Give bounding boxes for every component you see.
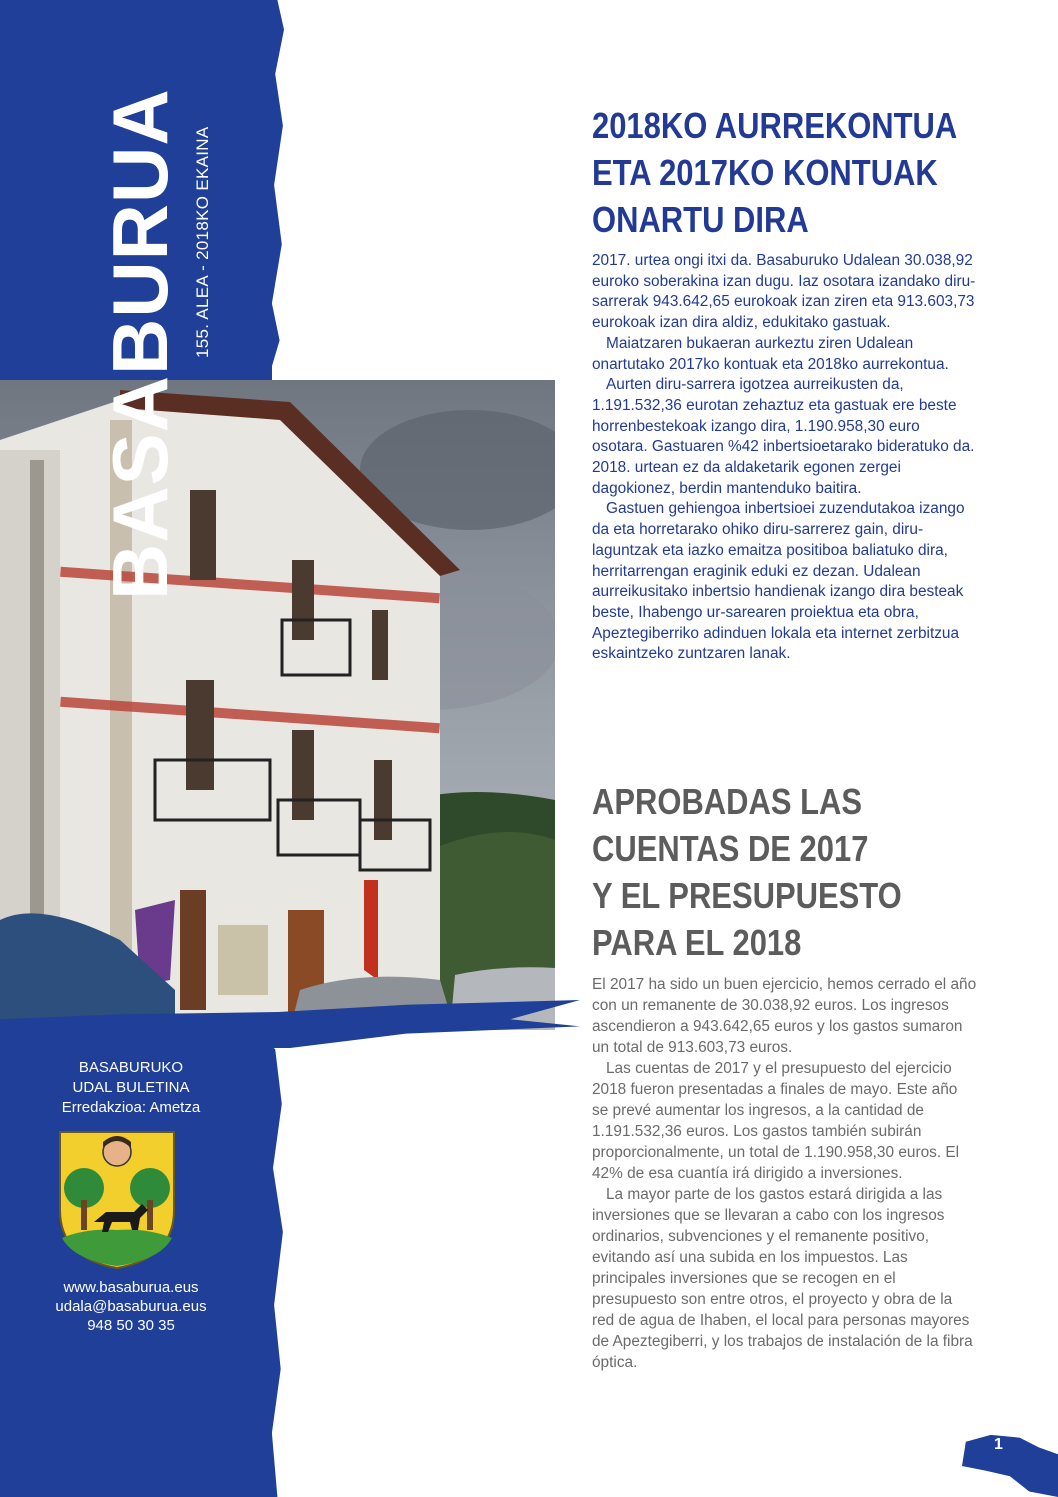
bulletin-line-2: UDAL BULETINA: [72, 1079, 190, 1096]
heading-line: ONARTU DIRA: [592, 199, 809, 240]
editor-credit: Erredakzioa: Ametza: [61, 1099, 201, 1116]
brush-edge-top: [262, 0, 284, 370]
page-number: 1: [994, 1436, 1003, 1453]
bulletin-info: [0, 1058, 262, 1118]
heading-spanish: [592, 778, 953, 966]
issue-label: 155. ALEA - 2018KO EKAINA: [193, 126, 212, 358]
page-number-badge: [962, 1428, 1058, 1497]
heading-line: PARA EL 2018: [592, 922, 802, 963]
town-hall-photo: [0, 380, 555, 1030]
heading-line: CUENTAS DE 2017: [592, 828, 869, 869]
body-spanish: [592, 974, 977, 1373]
paragraph: La mayor parte de los gastos estará dirigida a las inversiones que se llevaran a cabo con los ingresos ordinarios, subvenciones y el remanente positivo, evitando así una subida en los impuestos. Las principales inversiones que se recogen en el presupuesto son entre otros, el proyecto y obra de la red de agua de Ihaben, el local para personas mayores de Apeztegiberri, y los trabajos de instalación de la fibra óptica.: [592, 1186, 973, 1371]
heading-basque: [592, 102, 958, 243]
body-basque: [592, 251, 977, 665]
phone-number: 948 50 30 35: [87, 1317, 175, 1334]
email-link[interactable]: udala@basaburua.eus: [55, 1298, 207, 1315]
website-link[interactable]: www.basaburua.eus: [63, 1279, 199, 1296]
paragraph: El 2017 ha sido un buen ejercicio, hemos cerrado el año con un remanente de 30.038,92 euros. Los ingresos ascendieron a 943.642,65 euros y los gastos sumaron un total de 913.603,73 euros.: [592, 976, 977, 1056]
paragraph: Aurten diru-sarrera igotzea aurreikusten da, 1.191.532,36 eurotan zehaztuz eta gastuak ere beste horrenbestekoak izango dira, 1.190.958,30 euro osotara. Gastuaren %42 inbertsioetarako bideratuko da. 2018. urtean ez da aldaketarik egonen zergei dagokionez, berdin mantenduko baitira.: [592, 376, 975, 497]
coat-of-arms-icon: [56, 1130, 178, 1270]
paragraph: Gastuen gehiengoa inbertsioei zuzendutakoa izango da eta horretarako ohiko diru-sarrerez gain, diru-laguntzak eta iazko emaitza positiboa baliatuko dira, herritarrengan eraginik eduki ez dezan. Udalean aurreikusitako inbertsio handienak izango dira besteak beste, Ihabengo ur-sarearen proiektua eta obra, Apeztegiberriko adinduen lokala eta internet zerbitzua eskaintzeko zuntzaren lanak.: [592, 500, 965, 663]
contact-info: [0, 1278, 262, 1335]
paragraph: Maiatzaren bukaeran aurkeztu ziren Udalean onartutako 2017ko kontuak eta 2018ko aurrekontua.: [592, 334, 949, 373]
heading-line: Y EL PRESUPUESTO: [592, 875, 902, 916]
heading-line: APROBADAS LAS: [592, 781, 863, 822]
paragraph: 2017. urtea ongi itxi da. Basaburuko Udalean 30.038,92 euroko soberakina izan dugu. Iaz osotara izandako diru-sarrerak 943.642,65 eurokoak izan ziren eta 913.603,73 eurokoak izan dira aldiz, edukitako gastuak.: [592, 252, 976, 332]
masthead-title: BASABURUA: [96, 88, 184, 600]
paragraph: Las cuentas de 2017 y el presupuesto del ejercicio 2018 fueron presentadas a finales de mayo. Este año se prevé aumentar los ingresos, a la cantidad de 1.191.532,36 euros. Los gastos también subirán proporcionalmente, un total de 1.190.958,30 euros. El 42% de esa cuantía irá dirigido a inversiones.: [592, 1060, 960, 1182]
brush-edge-bottom: [262, 1040, 284, 1497]
bulletin-line-1: BASABURUKO: [78, 1059, 184, 1076]
heading-line: ETA 2017KO KONTUAK: [592, 152, 938, 193]
heading-line: 2018KO AURREKONTUA: [592, 105, 958, 146]
